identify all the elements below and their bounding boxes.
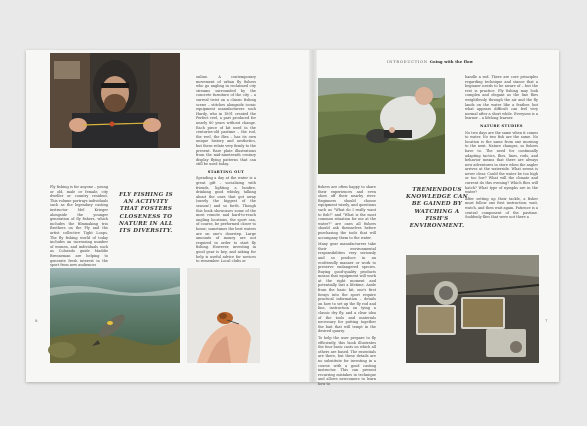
photo-fly-in-fingers [187, 268, 260, 363]
running-head-title: Going with the flow [429, 60, 473, 64]
col1-paragraph: Fly fishing is for anyone – young or old, male or female, city dweller or country resident. This volume portrays individuals such as the legendary casting instructor Mel Krieger alongside the younger generation of fly fishers, which includes the filmmaking trio Brothers on the Fly and the artist collective Tight Loops. The fly fishing world of today includes an increasing number of women, and individuals such as Colorado guide Maddie Brenneman are helping to generate fresh interest in the sport from new audiences [50, 185, 108, 268]
col4-paragraph-2: No two days are the same when it comes to water. No two fish are the same. No location is the same from one morning to the next. Nature changes, so fishers have to. The need for continually adapting tactics, flies, lines, rods, and behavior means that there are always new adventures in store when the angler arrives at the waterside. What seems is never clear. Could the water be too high or too low? What will the climate and current do this evening? Which flies will hatch? What type of nymphs are in the water? [465, 130, 539, 195]
pull-quote-left: FLY FISHING IS AN ACTIVITY THAT FOSTERS CLOSENESS TO NATURE IN ALL ITS DIVERSITY. [119, 192, 173, 235]
col2-heading: STARTING OUT [207, 169, 245, 174]
folio-left: 8 [35, 318, 38, 323]
magazine-spread [26, 50, 559, 386]
col3-paragraph-1: fishers are often happy to share their experiences and even show off their nearby river. Beginners should choose equipment wisely, and questions such as "What do I really want to fish?" and "What is the most common situation for me at the water?" are ones all fishers should ask themselves before purchasing the tools that will accompany them to the water. [318, 185, 376, 240]
photo-fly-boxes-reel [406, 255, 539, 363]
col2-paragraph: online. A contemporary movement of urban fly fishers who go angling in reclaimed city streams surrounded by the concrete furniture of the city – a surreal twist on a classic fishing scene – stitches alongside iconic equipment manufacturers such Hardy, who in 1891 created the Perfect reel, a part produced for nearly 80 years without change. Each piece of kit used in the centuries-old pastime – the rod, the reel, the flies – has its own unique history and aesthetics, but these relate very firmly to the present. Rare plate illustrations from the mid-nineteenth century display flying patterns that can still be used today. [196, 75, 256, 167]
folio-right: 7 [545, 318, 548, 323]
col2-paragraph-2: Spending a day at the water is a great gift – socializing with friends, lighting a bonfire, drinking good whisky, talking about the ones that got away (surely the biggest of the season!) and so forth. Though this book showcases some of the most remote and hard-to-reach angling locations, the sport can, of course, be performed closer to home; sometimes the best waters are on one's doorstep. Large amounts of money are not required in order to start fly fishing. However, investing in good gear is key, and asking for help is useful advice for novices to remember. Local clubs or [196, 176, 256, 264]
col3-paragraph-3: To help the user prepare to fly efficiently, this book illustrates the four basic casts on which all others are based. The essentials are there, but these details are no substitute for investing in a course with a good casting instructor. This can present recurring mistakes in technique and allows newcomers to learn how to [318, 336, 376, 386]
text-column-2 [196, 75, 256, 275]
col3-paragraph-2: Many gear manufacturers take their environmental responsibilities very seriously and so produce in an ecofriendly manner or work to preserve endangered species. Buying good-quality products means that equipment will work at the right moment and potentially last a lifetime. Aside from the basic kit, one's first forays into the sport require practical information – details on how to set up the fly rod and line, instruction on tying a classic dry fly, and a clear idea of the tools and materials necessary for putting together the bait that will tempt in the desired quarry. [318, 242, 376, 334]
photo-angler-kneeling [318, 78, 445, 174]
pull-quote-right: TREMENDOUS KNOWLEDGE CAN BE GAINED BY WATCHING A FISH'S ENVIRONMENT. [406, 187, 468, 230]
text-column-3 [318, 185, 376, 386]
col4-paragraph: handle a rod. There are core principles regarding technique and stance that a beginner needs to be aware of – but the rest is practice. Fly fishing may look complex and elegant as the line flies weightlessly through the air and the fly lands on the water like a feather, but what appears difficult can feel very normal after a short while. Everyone is a learner – a lifelong learner. [465, 75, 538, 121]
text-column-4 [465, 75, 538, 250]
photo-underwater-fish [50, 268, 180, 363]
page-gutter [309, 50, 317, 382]
photo-fisherman-hood [50, 53, 180, 148]
text-column-1 [50, 185, 108, 275]
col4-paragraph-3: After setting up their tackle, a fisher must follow one first instruction: wait, watch, and then wait again. Patience is a central component of the pastime. Suddenly flies that were not there a [465, 196, 538, 220]
running-head [387, 60, 473, 64]
running-head-section: INTRODUCTION [387, 60, 428, 64]
col4-heading: NATURE STUDIES [480, 123, 523, 128]
